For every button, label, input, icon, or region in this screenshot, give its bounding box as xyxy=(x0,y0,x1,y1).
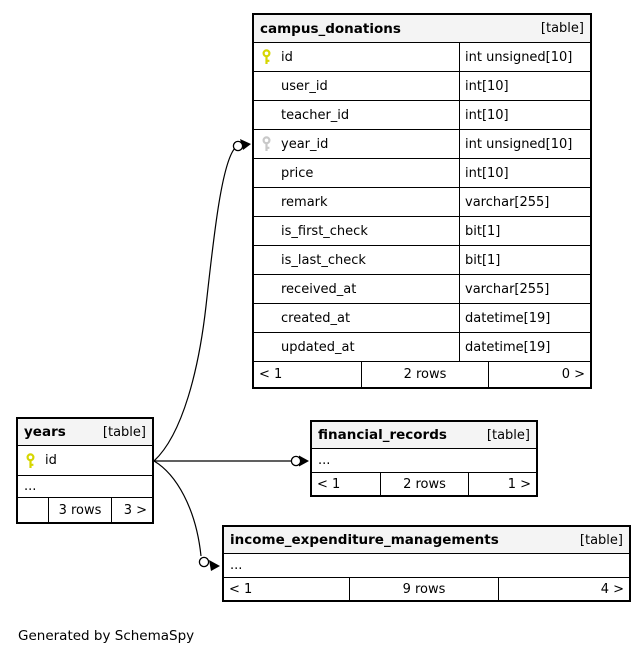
arrowhead-icon xyxy=(240,139,251,150)
row-count: 3 rows xyxy=(48,498,112,522)
table-name: campus_donations xyxy=(260,20,401,37)
column-name: year_id xyxy=(281,136,329,152)
column-row-created-at xyxy=(254,304,590,333)
table-header-financial-records[interactable] xyxy=(312,422,536,449)
column-name: id xyxy=(45,453,57,468)
column-row-received-at xyxy=(254,275,590,304)
table-header-income-expenditure-managements[interactable] xyxy=(224,527,629,554)
arrowhead-icon xyxy=(209,560,220,571)
column-row-teacher-id xyxy=(254,101,590,130)
pager-prev[interactable]: < 1 xyxy=(259,367,283,382)
zero-or-one-circle-icon xyxy=(199,557,208,566)
table-income-expenditure-managements xyxy=(222,525,631,602)
table-tag: [table] xyxy=(486,427,530,443)
column-name: price xyxy=(281,165,314,181)
primary-key-icon xyxy=(261,49,281,65)
row-count: 2 rows xyxy=(380,473,469,495)
column-name: created_at xyxy=(281,310,351,326)
column-row-is-first-check xyxy=(254,217,590,246)
row-count: 2 rows xyxy=(361,362,489,387)
table-footer xyxy=(312,473,536,495)
pager-next[interactable]: 3 > xyxy=(123,502,147,518)
column-row-remark xyxy=(254,188,590,217)
column-type: int[10] xyxy=(459,101,590,129)
column-type: int unsigned[10] xyxy=(459,130,590,158)
column-name: is_last_check xyxy=(281,252,366,268)
table-name: years xyxy=(24,424,66,440)
table-name: financial_records xyxy=(318,427,447,443)
table-header-years[interactable] xyxy=(18,419,152,446)
relationship-years-campus-donations xyxy=(154,139,251,461)
column-type: varchar[255] xyxy=(459,188,590,216)
column-row-year-id xyxy=(254,130,590,159)
primary-key-icon xyxy=(25,453,45,469)
column-name: user_id xyxy=(281,78,328,94)
table-tag: [table] xyxy=(540,21,584,36)
hidden-columns-ellipsis: ... xyxy=(312,449,536,473)
foreign-key-icon xyxy=(261,136,281,152)
column-type: int[10] xyxy=(459,72,590,100)
column-type: int unsigned[10] xyxy=(459,43,590,71)
column-name: is_first_check xyxy=(281,223,368,239)
column-row-user-id xyxy=(254,72,590,101)
table-name: income_expenditure_managements xyxy=(230,532,499,548)
zero-or-one-circle-icon xyxy=(233,141,242,150)
pager-next[interactable]: 1 > xyxy=(507,476,531,492)
table-years xyxy=(16,417,154,524)
column-type: int[10] xyxy=(459,159,590,187)
arrowhead-icon xyxy=(299,456,309,467)
table-financial-records xyxy=(310,420,538,497)
column-type: datetime[19] xyxy=(459,304,590,332)
pager-prev xyxy=(18,498,48,522)
column-row-price xyxy=(254,159,590,188)
column-row-is-last-check xyxy=(254,246,590,275)
generator-note: Generated by SchemaSpy xyxy=(18,628,195,644)
column-name: teacher_id xyxy=(281,107,350,123)
row-count: 9 rows xyxy=(349,578,499,600)
table-tag: [table] xyxy=(579,532,623,548)
relationship-years-income-expenditure xyxy=(154,461,220,571)
table-tag: [table] xyxy=(102,424,146,440)
column-name: id xyxy=(281,49,293,65)
column-type: datetime[19] xyxy=(459,333,590,361)
column-row-id xyxy=(254,43,590,72)
pager-next[interactable]: 4 > xyxy=(600,581,624,597)
column-name: received_at xyxy=(281,281,357,297)
relationship-years-financial-records xyxy=(154,456,309,467)
pager-prev[interactable]: < 1 xyxy=(317,476,341,492)
column-name: updated_at xyxy=(281,339,355,355)
column-type: bit[1] xyxy=(459,246,590,274)
pager-prev[interactable]: < 1 xyxy=(229,581,253,597)
table-campus-donations xyxy=(252,13,592,389)
column-type: varchar[255] xyxy=(459,275,590,303)
table-header-campus-donations[interactable] xyxy=(254,15,590,43)
column-type: bit[1] xyxy=(459,217,590,245)
pager-next[interactable]: 0 > xyxy=(561,367,585,382)
zero-or-one-circle-icon xyxy=(291,456,300,465)
column-name: remark xyxy=(281,194,328,210)
column-row-id xyxy=(18,446,152,476)
table-footer xyxy=(254,362,590,387)
hidden-columns-ellipsis: ... xyxy=(18,476,152,498)
column-row-updated-at xyxy=(254,333,590,362)
table-footer xyxy=(224,578,629,600)
table-footer xyxy=(18,498,152,522)
hidden-columns-ellipsis: ... xyxy=(224,554,629,578)
